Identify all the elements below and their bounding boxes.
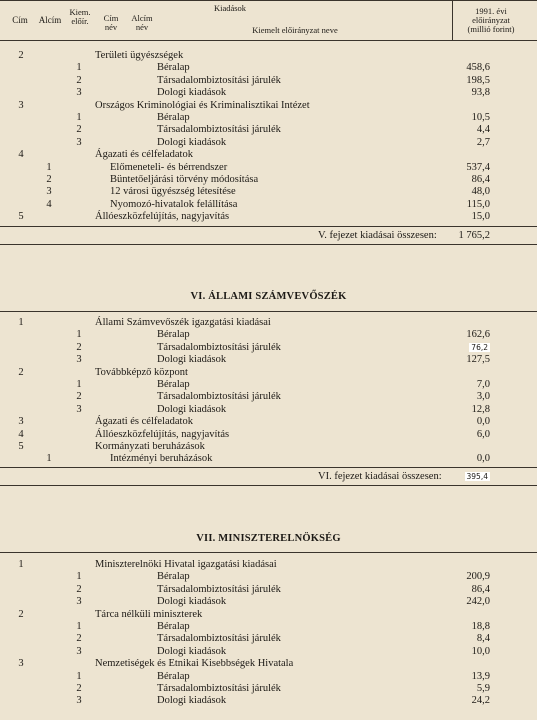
header-top-rule	[0, 0, 537, 1]
row-label: Társadalombiztosítási járulék	[157, 341, 281, 353]
row-cimnev-number: 3	[76, 695, 82, 707]
header-bottom-rule	[0, 40, 537, 41]
row-label: Állóeszközfelújítás, nagyjavítás	[95, 211, 230, 223]
row-label: Társadalombiztosítási járulék	[157, 391, 281, 403]
row-value: 4,4	[476, 124, 490, 136]
row-alcim-number: 3	[46, 186, 52, 198]
row-label: Állóeszközfelújítás, nagyjavítás	[95, 428, 230, 440]
row-cimnev-number: 3	[76, 596, 82, 608]
row-value: 93,8	[471, 87, 490, 99]
row-label: Nyomozó-hivatalok felállítása	[110, 198, 238, 210]
header-year-divider	[452, 0, 453, 40]
row-cim-number: 2	[18, 608, 24, 620]
row-cim-number: 5	[18, 211, 24, 223]
row-value: 24,2	[471, 695, 490, 707]
row-cimnev-number: 2	[76, 391, 82, 403]
row-value: 8,4	[476, 633, 490, 645]
row-cimnev-number: 1	[76, 62, 82, 74]
row-label: Dologi kiadások	[157, 136, 227, 148]
row-cim-number: 3	[18, 658, 24, 670]
header-cim: Cím	[12, 15, 28, 25]
row-cimnev-number: 3	[76, 87, 82, 99]
row-alcim-number: 4	[46, 198, 52, 210]
section-vi-title: VI. ÁLLAMI SZÁMVEVŐSZÉK	[190, 291, 347, 302]
row-cimnev-number: 2	[76, 633, 82, 645]
row-value: 10,5	[471, 112, 490, 123]
row-cim-number: 4	[18, 428, 24, 440]
section-v-total-value: 1 765,2	[458, 230, 490, 241]
row-value: 127,5	[466, 354, 490, 366]
row-value: 242,0	[466, 596, 490, 608]
row-label: Társadalombiztosítási járulék	[157, 683, 281, 694]
row-label: Béralap	[157, 571, 190, 583]
row-label: Béralap	[157, 329, 190, 341]
row-label: Ágazati és célfeladatok	[95, 416, 193, 428]
row-label: Béralap	[157, 621, 190, 632]
header-alcim-nev-line2: név	[135, 22, 149, 32]
header-kiem-line2: előír.	[71, 16, 89, 26]
row-label: Dologi kiadások	[157, 403, 227, 415]
row-value: 115,0	[466, 198, 490, 210]
header-year-line2: előirányzat	[472, 15, 510, 25]
row-cimnev-number: 2	[76, 124, 82, 136]
row-value: 458,6	[466, 62, 490, 74]
row-value: 18,8	[471, 621, 490, 632]
section-vi-bottom-rule	[0, 485, 537, 486]
row-label: Társadalombiztosítási járulék	[157, 633, 281, 645]
header-cim-nev	[98, 14, 124, 32]
row-value: 537,4	[466, 161, 490, 173]
row-value: 13,9	[471, 670, 490, 682]
row-cimnev-number: 1	[76, 670, 82, 682]
row-value: 10,0	[471, 645, 490, 657]
header-cim-nev-line1: Cím	[103, 13, 119, 23]
row-cimnev-number: 2	[76, 583, 82, 595]
row-cimnev-number: 3	[76, 136, 82, 148]
row-value: 2,7	[476, 136, 490, 148]
header-year-column	[456, 7, 526, 34]
section-vii-title: VII. MINISZTERELNÖKSÉG	[196, 533, 341, 544]
row-label: Dologi kiadások	[157, 87, 227, 99]
row-label: Béralap	[157, 62, 190, 74]
row-label: Büntetőeljárási törvény módosítása	[110, 174, 259, 185]
row-value-box: 76,2	[471, 342, 488, 352]
row-cim-number: 4	[18, 149, 24, 161]
row-label: Tárca nélküli miniszterek	[95, 608, 203, 620]
header-kiadasok: Kiadások	[213, 3, 247, 13]
row-label: Dologi kiadások	[157, 645, 227, 657]
row-label: Állami Számvevőszék igazgatási kiadásai	[95, 317, 271, 328]
section-v-total-label: V. fejezet kiadásai összesen:	[318, 230, 437, 241]
row-cim-number: 3	[18, 416, 24, 428]
section-vi-top-rule	[0, 311, 537, 312]
row-alcim-number: 1	[46, 161, 52, 173]
row-value: 5,9	[476, 683, 490, 694]
section-vi-total-label: VI. fejezet kiadásai összesen:	[318, 471, 442, 482]
row-cimnev-number: 3	[76, 403, 82, 415]
row-cim-number: 1	[18, 559, 24, 570]
row-label: Társadalombiztosítási járulék	[157, 124, 281, 136]
row-label: Béralap	[157, 379, 190, 390]
row-alcim-number: 2	[46, 174, 52, 185]
row-label: Országos Kriminológiai és Kriminalisztikai Intézet	[95, 99, 310, 111]
row-value: 12,8	[471, 403, 490, 415]
header-cim-nev-line2: név	[104, 22, 118, 32]
row-label: Nemzetiségek és Etnikai Kisebbségek Hivatala	[95, 658, 294, 670]
section-v-bottom-rule	[0, 244, 537, 245]
row-label: Béralap	[157, 670, 190, 682]
header-kiem-eloir	[66, 8, 94, 26]
row-cimnev-number: 2	[76, 341, 82, 353]
header-alcim: Alcím	[38, 15, 62, 25]
row-label: Előmeneteli- és bérrendszer	[110, 161, 228, 173]
row-label: 12 városi ügyészség létesítése	[110, 186, 236, 198]
row-label: Dologi kiadások	[157, 354, 227, 366]
row-value: 6,0	[476, 428, 490, 440]
header-year-line3: (millió forint)	[467, 24, 515, 34]
row-value: 3,0	[476, 391, 490, 403]
row-cimnev-number: 1	[76, 112, 82, 123]
row-cimnev-number: 3	[76, 354, 82, 366]
row-label: Kormányzati beruházások	[95, 441, 205, 452]
section-vii-top-rule	[0, 552, 537, 553]
row-label: Ágazati és célfeladatok	[95, 149, 193, 161]
row-label: Dologi kiadások	[157, 695, 227, 707]
row-value: 15,0	[471, 211, 490, 223]
section-vi-total-value	[465, 471, 490, 482]
row-cim-number: 3	[18, 99, 24, 111]
row-label: Területi ügyészségek	[95, 50, 184, 61]
row-cimnev-number: 1	[76, 621, 82, 632]
row-label: Társadalombiztosítási járulék	[157, 74, 281, 86]
row-cim-number: 2	[18, 50, 24, 61]
row-value: 200,9	[466, 571, 490, 583]
row-cimnev-number: 3	[76, 645, 82, 657]
row-cimnev-number: 2	[76, 74, 82, 86]
header-kiem-line1: Kiem.	[69, 7, 91, 17]
header-alcim-nev	[126, 14, 158, 32]
row-label: Továbbképző központ	[95, 366, 188, 378]
row-value: 0,0	[476, 416, 490, 428]
row-alcim-number: 1	[46, 453, 52, 465]
row-label: Miniszterelnöki Hivatal igazgatási kiadásai	[95, 559, 277, 570]
row-value: 0,0	[476, 453, 490, 465]
row-label: Társadalombiztosítási járulék	[157, 583, 281, 595]
header-kiemelt: Kiemelt előirányzat neve	[252, 25, 338, 35]
row-label: Béralap	[157, 112, 190, 123]
row-value: 86,4	[471, 174, 490, 185]
row-cimnev-number: 1	[76, 329, 82, 341]
row-cimnev-number: 1	[76, 379, 82, 390]
section-vi-total-box: 395,4	[466, 472, 488, 481]
header-alcim-nev-line1: Alcím	[131, 13, 153, 23]
row-cimnev-number: 2	[76, 683, 82, 694]
row-cim-number: 5	[18, 441, 24, 452]
row-cim-number: 2	[18, 366, 24, 378]
row-label: Intézményi beruházások	[110, 453, 213, 465]
row-cim-number: 1	[18, 317, 24, 328]
row-cimnev-number: 1	[76, 571, 82, 583]
section-vi-total-rule	[0, 467, 537, 468]
row-value: 162,6	[466, 329, 490, 341]
row-value	[469, 342, 490, 354]
row-value: 198,5	[466, 74, 490, 86]
row-value: 7,0	[476, 379, 490, 390]
row-value: 48,0	[471, 186, 490, 198]
row-value: 86,4	[471, 583, 490, 595]
row-label: Dologi kiadások	[157, 596, 227, 608]
header-year-line1: 1991. évi	[475, 6, 507, 16]
section-v-total-rule	[0, 226, 537, 227]
